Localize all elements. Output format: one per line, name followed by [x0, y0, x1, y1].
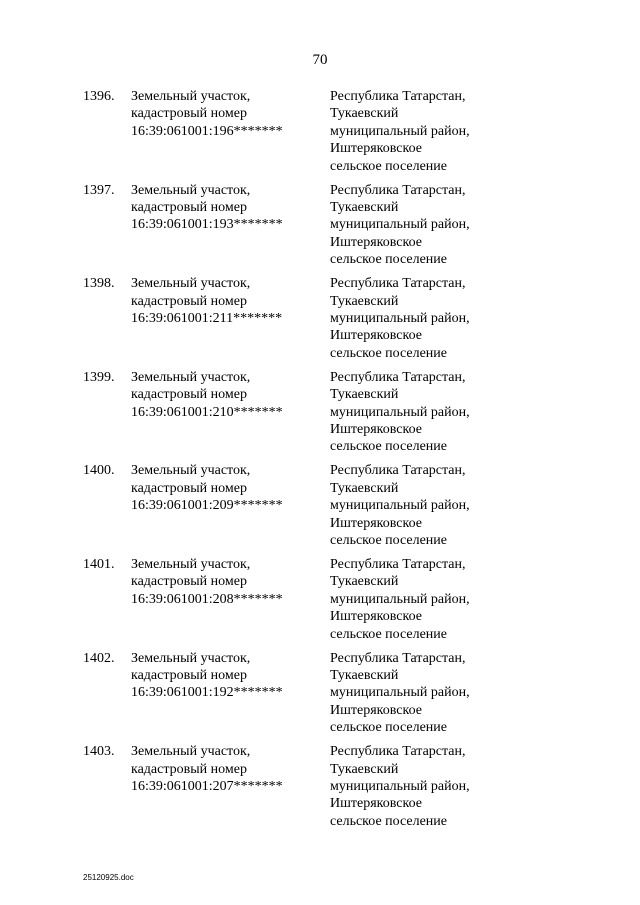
entry-location [330, 88, 470, 175]
entry-location [330, 182, 470, 269]
entry-object [131, 462, 283, 514]
entry-object [131, 743, 283, 795]
entry-object-line: кадастровый номер [131, 293, 247, 309]
entry-object-line: Земельный участок, [131, 650, 251, 666]
entry-location-line: муниципальный район, [330, 591, 470, 607]
entry-number: 1402. [83, 650, 115, 666]
entry-location-line: Республика Татарстан, [330, 463, 466, 479]
entry-location-line: сельское поселение [330, 158, 447, 174]
entry-object-line: 16:39:061001:210******* [131, 404, 283, 420]
entry-object-line: Земельный участок, [131, 744, 251, 760]
footer-filename: 25120925.doc [83, 873, 134, 882]
list-item [0, 743, 640, 837]
entry-location-line: Иштеряковское [330, 234, 422, 250]
entry-location-line: Республика Татарстан, [330, 650, 466, 666]
entry-object [131, 182, 283, 234]
page-number: 70 [312, 52, 328, 68]
entry-location-line: Иштеряковское [330, 609, 422, 625]
entry-location-line: Тукаевский [330, 480, 399, 496]
entry-location-line: Республика Татарстан, [330, 369, 466, 385]
entry-object [131, 369, 283, 421]
entry-object-line: 16:39:061001:193******* [131, 217, 283, 233]
entry-location [330, 275, 470, 362]
entry-object-line: Земельный участок, [131, 463, 251, 479]
entry-location-line: Тукаевский [330, 667, 399, 683]
entry-location-line: Республика Татарстан, [330, 182, 466, 198]
entry-number: 1399. [83, 369, 115, 385]
entry-number: 1397. [83, 182, 115, 198]
entry-location [330, 462, 470, 549]
entry-object-line: 16:39:061001:209******* [131, 498, 283, 514]
entry-number: 1401. [83, 556, 115, 572]
list-item [0, 88, 640, 182]
entry-number: 1398. [83, 276, 115, 292]
entry-object-line: кадастровый номер [131, 480, 247, 496]
list-item [0, 275, 640, 369]
list-item [0, 369, 640, 463]
entry-location-line: муниципальный район, [330, 498, 470, 514]
entry-location-line: муниципальный район, [330, 685, 470, 701]
entry-object-line: Земельный участок, [131, 276, 251, 292]
entry-location-line: Иштеряковское [330, 515, 422, 531]
list-item [0, 462, 640, 556]
entry-object [131, 650, 283, 702]
entry-object [131, 556, 283, 608]
entry-location-line: муниципальный район, [330, 311, 470, 326]
entry-location-line: Тукаевский [330, 387, 399, 403]
entry-object-line: 16:39:061001:192******* [131, 685, 283, 701]
entry-location-line: муниципальный район, [330, 123, 470, 139]
entry-location [330, 556, 470, 643]
entry-location-line: Иштеряковское [330, 328, 422, 344]
entry-object-line: кадастровый номер [131, 387, 247, 403]
entry-location-line: муниципальный район, [330, 217, 470, 233]
entry-location-line: сельское поселение [330, 252, 447, 268]
entry-location-line: Тукаевский [330, 200, 399, 215]
entry-object-line: Земельный участок, [131, 89, 251, 104]
entry-location-line: сельское поселение [330, 720, 447, 736]
entry-object [131, 275, 282, 327]
list-item [0, 182, 640, 276]
entry-location-line: Иштеряковское [330, 796, 422, 812]
entry-location-line: Иштеряковское [330, 702, 422, 718]
entry-location-line: сельское поселение [330, 345, 447, 361]
entry-location-line: Республика Татарстан, [330, 276, 466, 292]
entry-object-line: кадастровый номер [131, 200, 247, 215]
entry-number: 1396. [83, 89, 115, 104]
entry-object-line: 16:39:061001:207******* [131, 778, 283, 794]
entry-object-line: 16:39:061001:208******* [131, 591, 283, 607]
entry-location [330, 743, 470, 830]
entry-object-line: 16:39:061001:196******* [131, 123, 283, 139]
entry-location [330, 369, 470, 456]
entry-location-line: муниципальный район, [330, 778, 470, 794]
entry-location-line: сельское поселение [330, 439, 447, 455]
entry-location-line: Республика Татарстан, [330, 89, 466, 104]
entry-location-line: Тукаевский [330, 293, 399, 309]
entry-location-line: сельское поселение [330, 533, 447, 548]
entries-list [0, 88, 640, 837]
entry-number: 1400. [83, 463, 115, 479]
entry-number: 1403. [83, 744, 115, 760]
entry-location-line: Иштеряковское [330, 422, 422, 437]
list-item [0, 650, 640, 744]
entry-object-line: кадастровый номер [131, 761, 247, 777]
entry-location-line: сельское поселение [330, 626, 447, 642]
entry-location-line: Тукаевский [330, 761, 399, 777]
entry-location [330, 650, 470, 737]
entry-object-line: Земельный участок, [131, 369, 251, 385]
entry-object-line: Земельный участок, [131, 182, 251, 198]
entry-object-line: кадастровый номер [131, 574, 247, 590]
entry-object-line: 16:39:061001:211******* [131, 311, 283, 326]
entry-location-line: Республика Татарстан, [330, 556, 466, 572]
entry-object [131, 88, 283, 140]
entry-location-line: Тукаевский [330, 574, 399, 590]
entry-location-line: муниципальный район, [330, 404, 470, 420]
entry-location-line: Иштеряковское [330, 141, 422, 157]
entry-location-line: сельское поселение [330, 813, 447, 829]
entry-location-line: Республика Татарстан, [330, 744, 466, 760]
entry-object-line: кадастровый номер [131, 667, 247, 683]
entry-location-line: Тукаевский [330, 106, 399, 122]
list-item [0, 556, 640, 650]
entry-object-line: Земельный участок, [131, 556, 251, 572]
entry-object-line: кадастровый номер [131, 106, 247, 122]
